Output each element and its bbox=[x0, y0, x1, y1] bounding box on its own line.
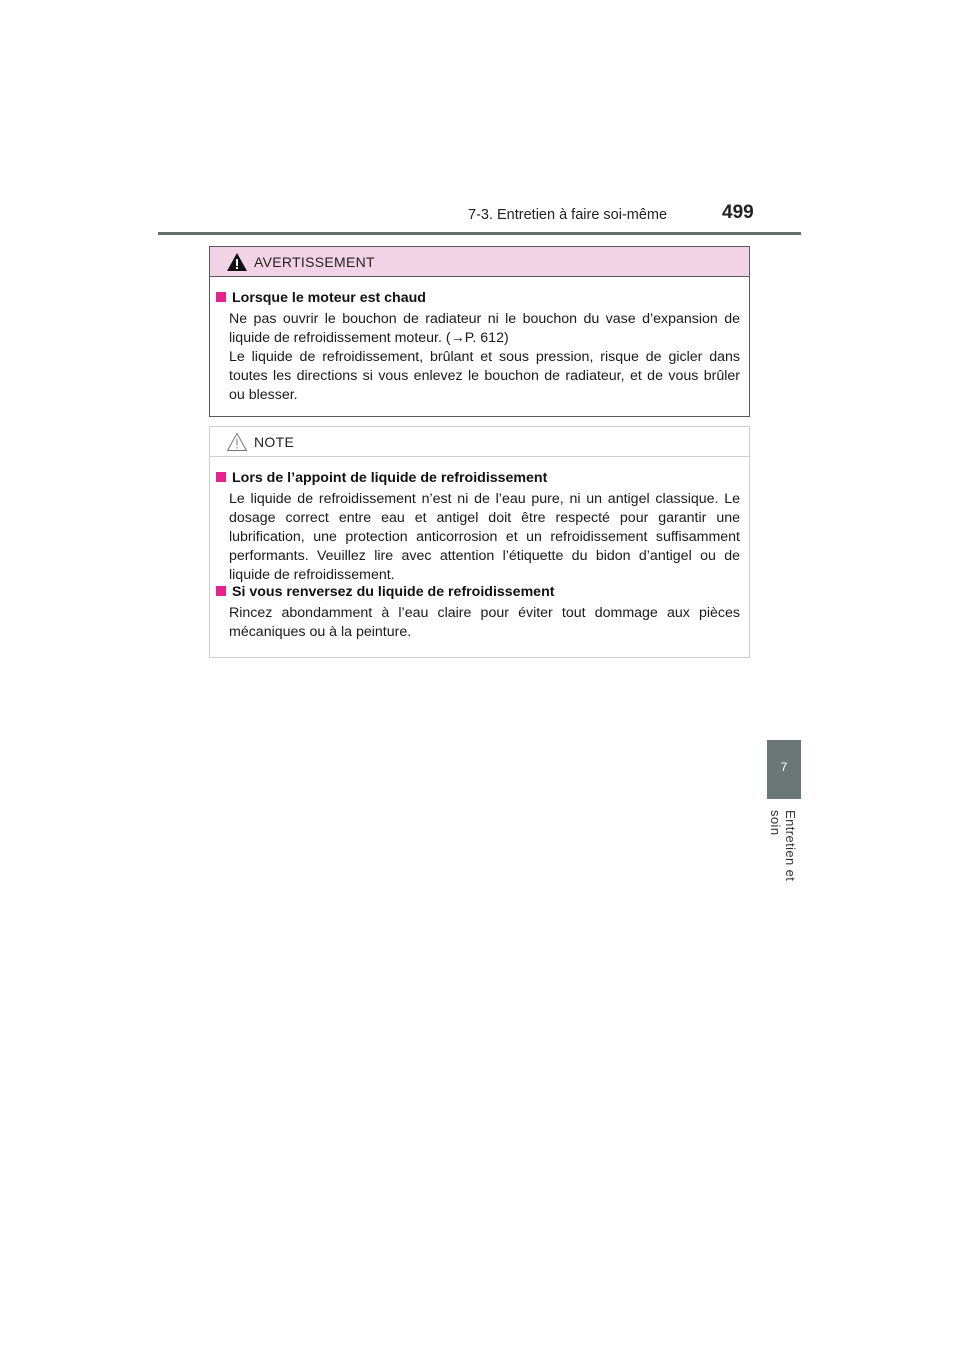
warning-paragraph: Ne pas ouvrir le bouchon de radiateur ni le bouchon du vase d’expansion de liquide de refroidissement moteur. (→P. 612) bbox=[229, 311, 740, 346]
warning-item-title: Lorsque le moteur est chaud bbox=[216, 290, 426, 306]
note-paragraph: Le liquide de refroidissement n’est ni de l’eau pure, ni un antigel classique. Le dosage correct entre eau et antigel doit être respecté pour garantir une lubrification, une protection anticorrosion et un refroidissement suffisamment performants. Veuillez lire avec attention l’étiquette du bidon d’antigel ou de liquide de refroidissement. bbox=[229, 491, 740, 583]
note-box bbox=[209, 426, 750, 658]
chapter-number: 7 bbox=[780, 760, 788, 774]
section-title: 7-3. Entretien à faire soi-même bbox=[468, 207, 668, 223]
warning-label: AVERTISSEMENT bbox=[254, 254, 375, 270]
chapter-label: Entretien et soin bbox=[768, 810, 798, 882]
note-label: NOTE bbox=[254, 434, 295, 450]
warning-box bbox=[209, 246, 750, 417]
header-rule bbox=[158, 232, 801, 235]
warning-triangle-icon bbox=[226, 252, 248, 272]
bullet-square-icon bbox=[216, 586, 226, 596]
bullet-square-icon bbox=[216, 292, 226, 302]
note-header bbox=[210, 427, 749, 457]
caution-outline-triangle-icon bbox=[226, 432, 248, 452]
bullet-square-icon bbox=[216, 472, 226, 482]
warning-header bbox=[210, 247, 749, 277]
note-paragraph: Rincez abondamment à l’eau claire pour éviter tout dommage aux pièces mécaniques ou à la peinture. bbox=[229, 605, 740, 640]
note-item-title: Si vous renversez du liquide de refroidissement bbox=[216, 584, 554, 600]
chapter-tab bbox=[767, 740, 801, 799]
page-number: 499 bbox=[722, 202, 754, 223]
warning-paragraph: Le liquide de refroidissement, brûlant et sous pression, risque de gicler dans toutes les directions si vous enlevez le bouchon de radiateur, et de vous brûler ou blesser. bbox=[229, 349, 740, 403]
note-item-title: Lors de l’appoint de liquide de refroidissement bbox=[216, 470, 547, 486]
